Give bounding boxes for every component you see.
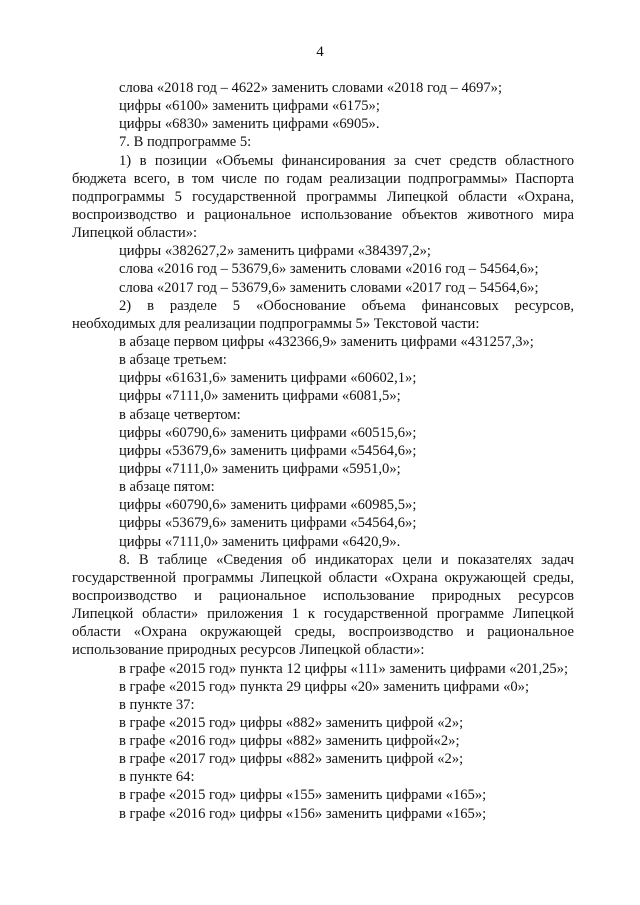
text-line: в пункте 37:: [119, 696, 195, 713]
text-line: в абзаце пятом:: [119, 479, 215, 496]
text-line: цифры «60790,6» заменить цифрами «60985,5»;: [119, 497, 417, 514]
text-line: в графе «2015 год» цифры «155» заменить цифрами «165»;: [119, 787, 487, 804]
text-line: 2) в разделе 5 «Обоснование объема финансовых ресурсов,: [119, 297, 574, 314]
text-line: цифры «61631,6» заменить цифрами «60602,1»;: [119, 370, 417, 387]
text-line: 7. В подпрограмме 5:: [119, 134, 252, 151]
text-line: в графе «2016 год» цифры «156» заменить цифрами «165»;: [119, 805, 487, 822]
text-line: слова «2018 год – 4622» заменить словами «2018 год – 4697»;: [119, 80, 503, 96]
text-line: воспроизводство и рациональное использование природных ресурсов: [72, 587, 574, 604]
text-line: подпрограммы 5 государственной программы Липецкой области «Охрана,: [72, 188, 574, 205]
text-line: необходимых для реализации подпрограммы 5» Текстовой части:: [72, 315, 480, 332]
text-line: в абзаце третьем:: [119, 352, 227, 369]
text-line: 1) в позиции «Объемы финансирования за счет средств областного: [119, 152, 574, 169]
text-line: 8. В таблице «Сведения об индикаторах цели и показателях задач: [119, 551, 574, 568]
text-line: бюджета всего, в том числе по годам реализации подпрограммы» Паспорта: [72, 170, 574, 187]
text-line: в графе «2015 год» пункта 12 цифры «111» заменить цифрами «201,25»;: [119, 660, 569, 677]
document-body: [72, 79, 574, 823]
text-line: в пункте 64:: [119, 769, 195, 786]
text-line: слова «2017 год – 53679,6» заменить словами «2017 год – 54564,6»;: [119, 279, 539, 296]
text-line: слова «2016 год – 53679,6» заменить словами «2016 год – 54564,6»;: [119, 261, 539, 278]
text-line: цифры «6830» заменить цифрами «6905».: [119, 116, 380, 133]
text-line: в абзаце четвертом:: [119, 406, 241, 423]
text-line: в графе «2015 год» пункта 29 цифры «20» заменить цифрами «0»;: [119, 678, 530, 695]
text-line: Липецкой области» приложения 1 к государственной программе Липецкой: [72, 606, 574, 623]
text-line: воспроизводство и рациональное использование объектов животного мира: [72, 206, 574, 223]
text-line: цифры «382627,2» заменить цифрами «384397,2»;: [119, 243, 431, 260]
text-line: цифры «53679,6» заменить цифрами «54564,6»;: [119, 515, 417, 532]
text-line: в графе «2017 год» цифры «882» заменить цифрой «2»;: [119, 751, 464, 768]
text-line: цифры «6100» заменить цифрами «6175»;: [119, 98, 380, 115]
text-line: в графе «2016 год» цифры «882» заменить цифрой«2»;: [119, 733, 460, 750]
text-line: цифры «7111,0» заменить цифрами «6081,5»;: [119, 388, 401, 405]
text-line: государственной программы Липецкой области «Охрана окружающей среды,: [72, 569, 574, 586]
text-line: цифры «53679,6» заменить цифрами «54564,6»;: [119, 442, 417, 459]
text-line: в абзаце первом цифры «432366,9» заменить цифрами «431257,3»;: [119, 333, 534, 350]
page-number: 4: [316, 44, 324, 60]
text-line: области «Охрана окружающей среды, воспроизводство и рациональное: [72, 624, 574, 641]
text-line: использование природных ресурсов Липецкой области»:: [72, 642, 425, 659]
text-line: цифры «60790,6» заменить цифрами «60515,6»;: [119, 424, 417, 441]
text-line: цифры «7111,0» заменить цифрами «6420,9».: [119, 533, 401, 550]
text-line: цифры «7111,0» заменить цифрами «5951,0»;: [119, 460, 401, 477]
text-line: Липецкой области»:: [72, 225, 198, 242]
text-line: в графе «2015 год» цифры «882» заменить цифрой «2»;: [119, 714, 464, 731]
